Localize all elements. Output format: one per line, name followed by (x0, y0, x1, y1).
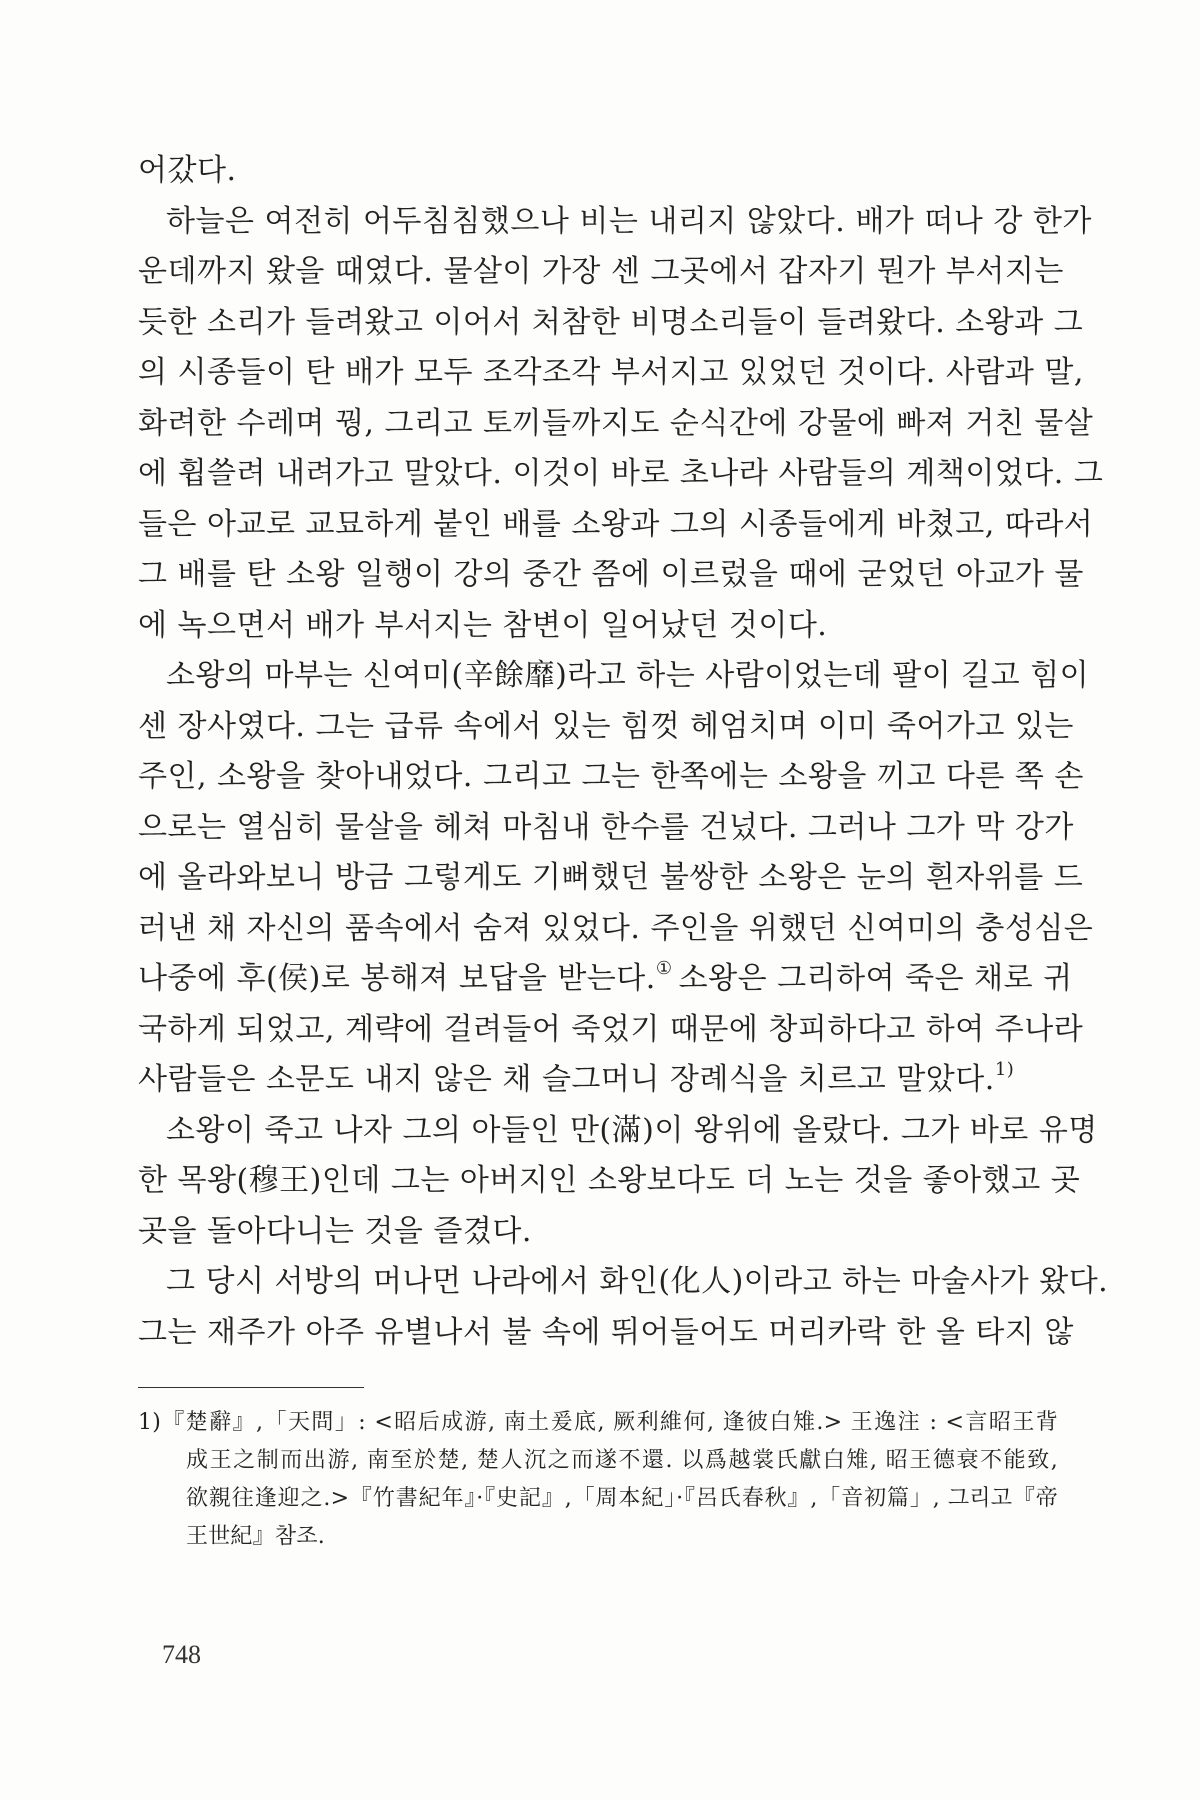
text-line: 그 당시 서방의 머나먼 나라에서 화인(化人)이라고 하는 마술사가 왔다. (166, 1264, 1109, 1299)
text-line: 센 장사였다. 그는 급류 속에서 있는 힘껏 헤엄치며 이미 죽어가고 있는 (138, 708, 1074, 744)
text-line: 듯한 소리가 들려왔고 이어서 처참한 비명소리들이 들려왔다. 소왕과 그 (138, 304, 1084, 340)
text-line: 주인, 소왕을 찾아내었다. 그리고 그는 한쪽에는 소왕을 끼고 다른 쪽 손 (138, 759, 1084, 794)
footnote-line: 1)『楚辭』,「天問」: <昭后成游, 南土爰底, 厥利維何, 逢彼白雉.> 王逸注 : <言昭王背 (138, 1410, 1058, 1435)
text-line: 에 녹으면서 배가 부서지는 참변이 일어났던 것이다. (138, 607, 828, 643)
text-line: 화려한 수레며 꿩, 그리고 토끼들까지도 순식간에 강물에 빠져 거친 물살 (138, 405, 1094, 441)
page-number: 748 (162, 1640, 201, 1669)
text-line: 국하게 되었고, 계략에 걸려들어 죽었기 때문에 창피하다고 하여 주나라 (138, 1011, 1084, 1047)
text-line: 에 휩쓸려 내려가고 말았다. 이것이 바로 초나라 사람들의 계책이었다. 그 (138, 456, 1104, 491)
text-line: 곳을 돌아다니는 것을 즐겼다. (138, 1213, 532, 1249)
text-line: 의 시종들이 탄 배가 모두 조각조각 부서지고 있었던 것이다. 사람과 말, (138, 355, 1084, 390)
footnote-divider (138, 1387, 364, 1388)
footnotes (138, 1404, 1058, 1556)
text-line: 들은 아교로 교묘하게 붙인 배를 소왕과 그의 시종들에게 바쳤고, 따라서 (138, 506, 1094, 542)
text-segment: 소왕은 그리하여 죽은 채로 귀 (678, 961, 1073, 996)
text-segment: 나중에 후(侯)로 봉해져 보답을 받는다. (138, 961, 656, 996)
text-line: 그는 재주가 아주 유별나서 불 속에 뛰어들어도 머리카락 한 올 타지 않 (138, 1314, 1074, 1350)
text-line: 소왕이 죽고 나자 그의 아들인 만(滿)이 왕위에 올랐다. 그가 바로 유명 (166, 1112, 1098, 1148)
text-line: 러낸 채 자신의 품속에서 숨져 있었다. 주인을 위했던 신여미의 충성심은 (138, 910, 1094, 946)
footnote-line: 成王之制而出游, 南至於楚, 楚人沉之而遂不還. 以爲越裳氏獻白雉, 昭王德衰不能致, (186, 1448, 1058, 1473)
text-line: 소왕의 마부는 신여미(辛餘靡)라고 하는 사람이었는데 팔이 길고 힘이 (166, 658, 1090, 693)
text-line: 으로는 열심히 물살을 헤쳐 마침내 한수를 건넜다. 그러나 그가 막 강가 (138, 809, 1074, 845)
text-line: 하늘은 여전히 어두침침했으나 비는 내리지 않았다. 배가 떠나 강 한가 (166, 203, 1092, 239)
footnote-marker: ① (655, 958, 679, 979)
text-line-with-footnote-mark (138, 1055, 1058, 1106)
text-line: 한 목왕(穆王)인데 그는 아버지인 소왕보다도 더 노는 것을 좋아했고 곳 (138, 1163, 1081, 1198)
text-line: 운데까지 왔을 때였다. 물살이 가장 센 그곳에서 갑자기 뭔가 부서지는 (138, 254, 1064, 289)
text-line: 그 배를 탄 소왕 일행이 강의 중간 쯤에 이르렀을 때에 굳었던 아교가 물 (138, 557, 1084, 592)
text-line: 어갔다. (138, 153, 237, 188)
text-segment: 사람들은 소문도 내지 않은 채 슬그머니 장례식을 치르고 말았다. (138, 1062, 995, 1097)
text-line: 에 올라와보니 방금 그렇게도 기뻐했던 불쌍한 소왕은 눈의 흰자위를 드 (138, 860, 1084, 895)
footnote-marker: 1) (994, 1059, 1015, 1080)
body-text (138, 146, 1109, 1358)
footnote-line: 王世紀』참조. (186, 1524, 325, 1549)
footnote-line: 欲親往逢迎之.>『竹書紀年』·『史記』,「周本紀」·『呂氏春秋』,「音初篇」, 그리고『帝 (186, 1486, 1058, 1511)
text-line-with-footnote-mark (138, 954, 1073, 1005)
